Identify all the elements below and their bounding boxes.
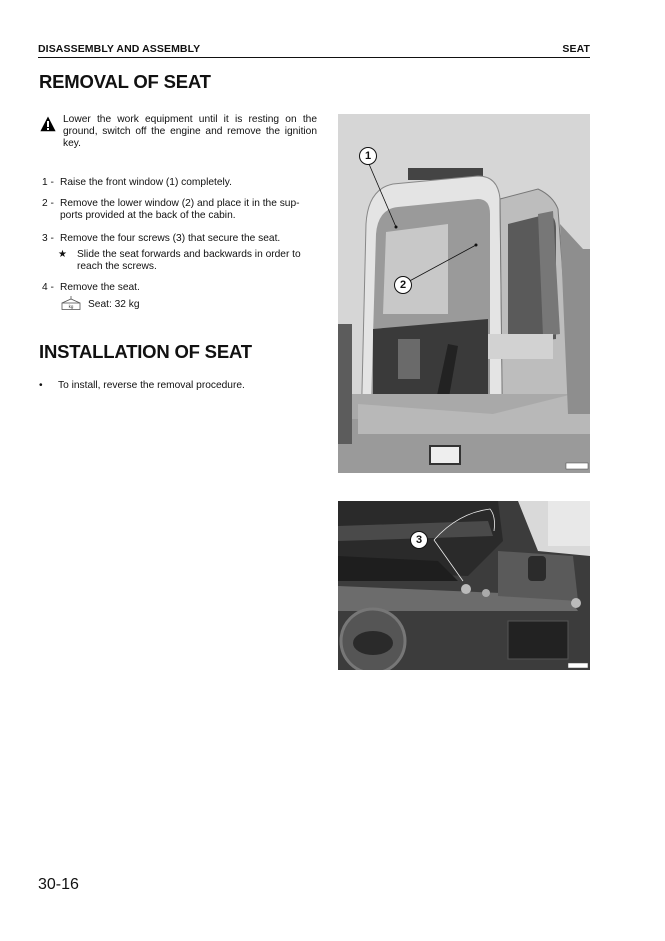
warning-triangle-icon <box>40 116 56 132</box>
removal-title: REMOVAL OF SEAT <box>39 71 211 92</box>
step-text: Remove the four screws (3) that secure the seat. <box>60 233 281 244</box>
step-2 <box>42 198 320 222</box>
bullet-icon: • <box>39 380 43 391</box>
seat-base-photo <box>338 501 590 670</box>
installation-text: To install, reverse the removal procedure. <box>58 380 245 391</box>
weight-kg-icon <box>61 296 81 310</box>
step-text: Raise the front window (1) completely. <box>60 177 232 188</box>
step-number: 3 - <box>42 233 54 244</box>
step-number: 4 - <box>42 282 54 293</box>
note-text: Slide the seat forwards and backwards in order to reach the screws. <box>77 249 301 273</box>
installation-title: INSTALLATION OF SEAT <box>39 341 252 362</box>
callout-1: 1 <box>359 147 377 165</box>
callout-2: 2 <box>394 276 412 294</box>
step-text: Remove the seat. <box>60 282 140 293</box>
step-4 <box>42 282 320 294</box>
step-number: 2 - <box>42 198 54 209</box>
step-text-line2: ports provided at the back of the cabin. <box>60 210 236 222</box>
weight-text: Seat: 32 kg <box>88 299 140 310</box>
header-rule <box>38 57 590 58</box>
cabin-photo <box>338 114 590 473</box>
callout-3: 3 <box>410 531 428 549</box>
step-1 <box>42 177 320 189</box>
header-section: DISASSEMBLY AND ASSEMBLY <box>38 43 201 55</box>
step-number: 1 - <box>42 177 54 188</box>
step-text-line1: Remove the lower window (2) and place it in the sup- <box>60 198 300 209</box>
page-number: 30-16 <box>38 876 79 893</box>
weight-icon-label: kg <box>68 303 74 309</box>
step-3 <box>42 233 320 245</box>
header-topic: SEAT <box>562 43 590 55</box>
warning-text: Lower the work equipment until it is resting on the ground, switch off the engine and remove the ignition key. <box>63 114 317 150</box>
star-icon: ★ <box>58 249 67 260</box>
